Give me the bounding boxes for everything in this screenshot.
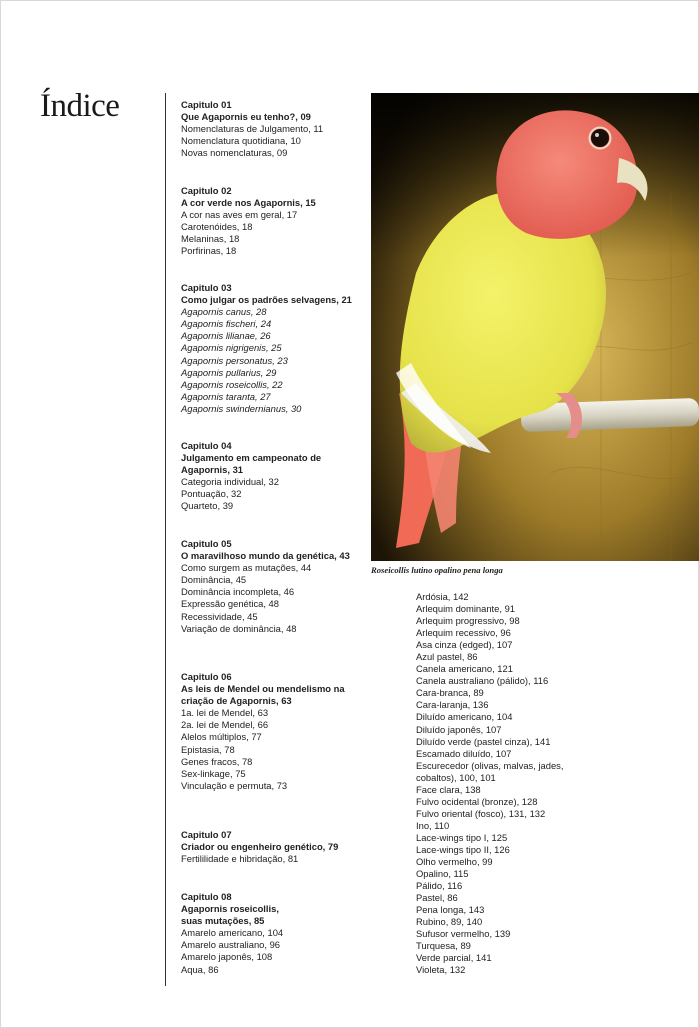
chapter-number: Capitulo 07 — [181, 829, 232, 840]
index-entry: Diluído japonês, 107 — [416, 723, 502, 735]
index-entry: Arlequim progressivo, 98 — [416, 615, 520, 627]
toc-entry: Sex-linkage, 75 — [181, 767, 246, 779]
chapter-title: As leis de Mendel ou mendelismo na — [181, 683, 345, 695]
parrot-illustration — [371, 93, 699, 561]
chapter-07 — [181, 829, 371, 865]
photo-caption: Roseicollis lutino opalino pena longa — [371, 565, 503, 575]
chapter-08 — [181, 891, 371, 976]
toc-entry: Genes fracos, 78 — [181, 755, 253, 767]
page-title: Índice — [40, 88, 120, 124]
index-entry: Escamado diluído, 107 — [416, 747, 512, 759]
toc-entry: Amarelo japonês, 108 — [181, 951, 273, 963]
toc-entry: Nomenclatura quotidiana, 10 — [181, 135, 301, 147]
index-entry: Fulvo ocidental (bronze), 128 — [416, 795, 538, 807]
toc-entry: Alelos múltiplos, 77 — [181, 731, 262, 743]
chapter-06 — [181, 671, 371, 792]
toc-entry: Recessividade, 45 — [181, 610, 258, 622]
chapter-title: Criador ou engenheiro genético, 79 — [181, 841, 339, 853]
index-entry: Arlequim recessivo, 96 — [416, 627, 511, 639]
index-entry: Azul pastel, 86 — [416, 651, 478, 663]
toc-entry: Agapornis lilianae, 26 — [181, 330, 271, 342]
index-entry: Lace-wings tipo I, 125 — [416, 831, 508, 843]
toc-entry: Amarelo australiano, 96 — [181, 939, 281, 951]
toc-entry: Aqua, 86 — [181, 963, 219, 975]
toc-entry: Agapornis nigrigenis, 25 — [181, 342, 282, 354]
toc-entry: Epistasia, 78 — [181, 743, 235, 755]
index-entry: Canela americano, 121 — [416, 663, 513, 675]
index-entry: Pálido, 116 — [416, 880, 463, 892]
index-entry: Lace-wings tipo II, 126 — [416, 843, 510, 855]
chapter-number: Capitulo 05 — [181, 538, 232, 549]
toc-entry: Expressão genética, 48 — [181, 598, 279, 610]
toc-entry: Agapornis fischeri, 24 — [181, 318, 272, 330]
index-entry: cobaltos), 100, 101 — [416, 771, 496, 783]
toc-entry: Fertililidade e hibridação, 81 — [181, 853, 299, 865]
index-entry: Asa cinza (edged), 107 — [416, 639, 513, 651]
index-entry: Ino, 110 — [416, 819, 450, 831]
toc-entry: Variação de dominância, 48 — [181, 622, 297, 634]
parrot-photo — [371, 93, 699, 561]
toc-entry: Agapornis canus, 28 — [181, 306, 267, 318]
toc-entry: Agapornis pullarius, 29 — [181, 366, 277, 378]
chapter-title: criação de Agapornis, 63 — [181, 695, 292, 707]
chapter-number: Capitulo 04 — [181, 440, 232, 451]
chapter-title: Julgamento em campeonato de — [181, 452, 322, 464]
chapter-01 — [181, 99, 371, 159]
chapter-title: Agapornis, 31 — [181, 464, 243, 476]
index-entry: Rubino, 89, 140 — [416, 916, 483, 928]
chapter-title: Agapornis roseicollis, — [181, 903, 279, 915]
index-entry: Cara-laranja, 136 — [416, 699, 489, 711]
toc-entry: Agapornis personatus, 23 — [181, 354, 288, 366]
index-entry: Verde parcial, 141 — [416, 952, 492, 964]
toc-entry: Agapornis taranta, 27 — [181, 390, 271, 402]
chapter-title: suas mutações, 85 — [181, 915, 265, 927]
toc-entry: Carotenóides, 18 — [181, 221, 253, 233]
chapter-number: Capitulo 01 — [181, 99, 232, 110]
toc-entry: 2a. lei de Mendel, 66 — [181, 719, 269, 731]
index-entry: Violeta, 132 — [416, 964, 466, 976]
chapter-title: Que Agapornis eu tenho?, 09 — [181, 111, 311, 123]
index-entry: Cara-branca, 89 — [416, 687, 484, 699]
chapter-number: Capitulo 03 — [181, 282, 232, 293]
index-entry: Escurecedor (olivas, malvas, jades, — [416, 759, 564, 771]
index-entry: Sufusor vermelho, 139 — [416, 928, 511, 940]
toc-entry: Dominância incompleta, 46 — [181, 586, 295, 598]
toc-entry: Amarelo americano, 104 — [181, 927, 284, 939]
index-continued — [416, 591, 596, 977]
index-entry: Pastel, 86 — [416, 892, 458, 904]
chapter-title: A cor verde nos Agapornis, 15 — [181, 197, 316, 209]
index-entry: Arlequim dominante, 91 — [416, 603, 516, 615]
index-entry: Turquesa, 89 — [416, 940, 471, 952]
toc-entry: Agapornis swindernianus, 30 — [181, 402, 302, 414]
toc-entry: Categoria individual, 32 — [181, 476, 279, 488]
chapter-number: Capitulo 08 — [181, 891, 232, 902]
chapter-title: O maravilhoso mundo da genética, 43 — [181, 550, 350, 562]
toc-entry: Quarteto, 39 — [181, 500, 234, 512]
toc-entry: Porfirinas, 18 — [181, 245, 237, 257]
chapter-04 — [181, 440, 371, 513]
chapter-05 — [181, 538, 371, 635]
index-entry: Face clara, 138 — [416, 783, 481, 795]
toc-entry: Agapornis roseicollis, 22 — [181, 378, 283, 390]
toc-entry: Melaninas, 18 — [181, 233, 240, 245]
toc-entry: 1a. lei de Mendel, 63 — [181, 707, 269, 719]
toc-entry: Como surgem as mutações, 44 — [181, 562, 312, 574]
index-entry: Opalino, 115 — [416, 868, 469, 880]
index-entry: Pena longa, 143 — [416, 904, 485, 916]
chapter-02 — [181, 185, 371, 258]
index-entry: Diluído verde (pastel cinza), 141 — [416, 735, 551, 747]
index-entry: Fulvo oriental (fosco), 131, 132 — [416, 807, 546, 819]
chapter-03 — [181, 282, 371, 415]
toc-entry: Dominância, 45 — [181, 574, 247, 586]
toc-entry: A cor nas aves em geral, 17 — [181, 209, 298, 221]
index-entry: Olho vermelho, 99 — [416, 856, 493, 868]
toc-entry: Pontuação, 32 — [181, 488, 242, 500]
chapter-number: Capitulo 06 — [181, 671, 232, 682]
index-entry: Canela australiano (pálido), 116 — [416, 675, 549, 687]
index-entry: Ardósia, 142 — [416, 591, 469, 602]
toc-entry: Novas nomenclaturas, 09 — [181, 147, 288, 159]
chapter-number: Capitulo 02 — [181, 185, 232, 196]
toc-entry: Vinculação e permuta, 73 — [181, 779, 288, 791]
toc-entry: Nomenclaturas de Julgamento, 11 — [181, 123, 324, 135]
index-entry: Diluído americano, 104 — [416, 711, 513, 723]
column-divider — [165, 93, 166, 986]
chapter-title: Como julgar os padrões selvagens, 21 — [181, 294, 352, 306]
